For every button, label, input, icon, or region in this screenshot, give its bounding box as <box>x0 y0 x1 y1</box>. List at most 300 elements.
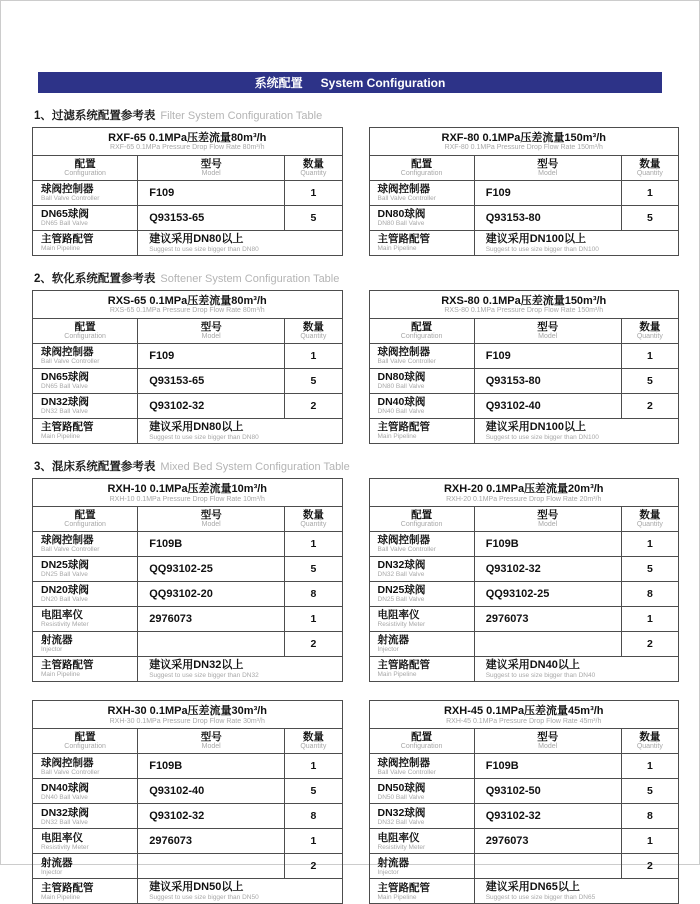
model-cell: Q93102-40 <box>474 394 621 419</box>
label-en: Configuration <box>400 333 443 341</box>
table-title <box>33 479 343 507</box>
quantity-cell: 1 <box>285 754 342 779</box>
page-content <box>1 107 699 904</box>
label-zh: DN40球阀 <box>377 396 426 409</box>
label-en: Ball Valve Controller <box>41 546 100 554</box>
config-cell <box>369 829 474 854</box>
label-en: Model <box>201 521 221 529</box>
label-en: Model <box>201 743 221 751</box>
label-en: Main Pipeline <box>41 893 81 901</box>
config-cell <box>33 181 138 206</box>
label-en: Quantity <box>300 170 327 178</box>
table-rxh-20 <box>369 478 680 682</box>
configuration-table <box>369 478 680 682</box>
config-cell <box>33 394 138 419</box>
model-cell <box>474 632 621 657</box>
config-cell <box>33 779 138 804</box>
config-row <box>33 394 343 419</box>
header-configuration <box>369 319 474 344</box>
config-cell <box>369 394 474 419</box>
table-title <box>33 128 343 156</box>
label-en: DN40 Ball Valve <box>41 793 88 801</box>
pipeline-row <box>33 657 343 682</box>
config-cell <box>33 532 138 557</box>
label-zh: 配置 <box>411 509 433 522</box>
config-row <box>369 369 679 394</box>
quantity-cell: 1 <box>621 532 678 557</box>
label-en: Suggest to use size bigger than DN80 <box>149 433 259 441</box>
table-header-row <box>369 729 679 754</box>
model-cell: QQ93102-25 <box>474 582 621 607</box>
label-en: Configuration <box>64 743 106 751</box>
pipeline-row <box>33 879 343 904</box>
config-cell <box>33 419 138 444</box>
quantity-cell: 5 <box>285 206 342 231</box>
label-zh: DN32球阀 <box>377 559 426 572</box>
label-zh: 球阀控制器 <box>41 183 94 196</box>
section-banner <box>38 72 662 93</box>
quantity-cell: 1 <box>621 829 678 854</box>
label-en: DN40 Ball Valve <box>377 408 425 416</box>
label-en: Model <box>538 333 558 341</box>
label-zh: 配置 <box>411 321 433 334</box>
label-zh: DN50球阀 <box>377 781 426 794</box>
config-row <box>369 181 679 206</box>
label-zh: 数量 <box>639 158 661 170</box>
section-heading <box>34 270 679 286</box>
table-header-row <box>33 729 343 754</box>
configuration-table <box>369 290 680 444</box>
config-row <box>369 582 679 607</box>
table-title-row <box>33 291 343 319</box>
configuration-table <box>369 700 680 904</box>
config-row <box>33 369 343 394</box>
label-en: Quantity <box>636 170 663 178</box>
model-cell: QQ93102-20 <box>138 582 285 607</box>
quantity-cell: 5 <box>621 369 678 394</box>
model-cell: F109B <box>138 532 285 557</box>
label-zh: 主管路配管 <box>41 233 94 246</box>
label-zh: DN32球阀 <box>41 806 89 819</box>
suggestion-cell <box>138 231 342 256</box>
label-en: Main Pipeline <box>41 245 81 253</box>
config-cell <box>33 344 138 369</box>
config-row <box>369 532 679 557</box>
table-title <box>369 128 679 156</box>
header-model <box>474 319 621 344</box>
label-zh: 球阀控制器 <box>41 534 94 547</box>
model-cell: Q93153-65 <box>138 206 285 231</box>
config-cell <box>369 231 474 256</box>
suggestion-cell <box>138 419 342 444</box>
table-header-row <box>33 156 343 181</box>
config-cell <box>369 607 474 632</box>
label-en: Model <box>201 170 221 178</box>
quantity-cell: 2 <box>285 854 342 879</box>
config-cell <box>33 829 138 854</box>
label-en: Model <box>538 743 558 751</box>
label-zh: DN25球阀 <box>41 559 89 572</box>
configuration-table <box>32 127 343 256</box>
config-cell <box>33 206 138 231</box>
label-zh: 数量 <box>302 731 324 744</box>
config-row <box>369 804 679 829</box>
label-zh: 主管路配管 <box>377 881 430 894</box>
table-title <box>33 701 343 729</box>
label-en: RXH-20 0.1MPa Pressure Drop Flow Rate 20m³/h <box>446 495 602 503</box>
header-quantity <box>621 729 678 754</box>
label-en: RXS-65 0.1MPa Pressure Drop Flow Rate 80m³/h <box>109 307 265 315</box>
header-configuration <box>33 729 138 754</box>
header-configuration <box>369 729 474 754</box>
label-zh: 型号 <box>200 509 222 522</box>
model-cell: 2976073 <box>474 607 621 632</box>
label-zh: RXS-65 0.1MPa压差流量80m³/h <box>107 294 267 307</box>
configuration-table <box>32 478 343 682</box>
section-heading-en: Mixed Bed System Configuration Table <box>160 461 350 474</box>
header-model <box>138 319 285 344</box>
table-title <box>369 291 679 319</box>
section-heading-en: Filter System Configuration Table <box>160 110 323 122</box>
quantity-cell: 1 <box>621 607 678 632</box>
label-en: Quantity <box>300 521 327 529</box>
suggestion-cell <box>474 231 678 256</box>
section-softener-system <box>32 270 679 444</box>
config-row <box>369 632 679 657</box>
suggestion-cell <box>474 419 678 444</box>
label-zh: 射流器 <box>41 634 73 647</box>
config-row <box>33 607 343 632</box>
label-zh: 主管路配管 <box>377 233 430 246</box>
label-en: Quantity <box>636 743 663 751</box>
config-cell <box>33 657 138 682</box>
label-en: Quantity <box>300 743 327 751</box>
quantity-cell: 2 <box>621 394 678 419</box>
quantity-cell: 5 <box>285 779 342 804</box>
label-en: Main Pipeline <box>41 433 81 441</box>
label-en: Main Pipeline <box>377 893 417 901</box>
label-zh: DN32球阀 <box>41 396 89 409</box>
label-en: Model <box>201 333 221 341</box>
config-row <box>33 804 343 829</box>
banner-title-en: System Configuration <box>320 75 446 90</box>
config-row <box>33 754 343 779</box>
label-zh: RXF-65 0.1MPa压差流量80m³/h <box>108 131 267 144</box>
config-row <box>369 394 679 419</box>
header-configuration <box>33 319 138 344</box>
label-zh: 球阀控制器 <box>377 756 430 769</box>
label-zh: 电阻率仪 <box>41 609 83 622</box>
label-zh: 配置 <box>74 731 96 744</box>
config-row <box>369 754 679 779</box>
table-rxs-65 <box>32 290 343 444</box>
quantity-cell: 5 <box>621 779 678 804</box>
label-en: RXH-45 0.1MPa Pressure Drop Flow Rate 45m³/h <box>446 717 602 725</box>
label-en: Injector <box>41 868 63 876</box>
label-en: DN80 Ball Valve <box>377 220 425 228</box>
label-en: DN25 Ball Valve <box>41 571 88 579</box>
label-zh: 主管路配管 <box>377 659 430 672</box>
label-en: Configuration <box>400 170 443 178</box>
label-zh: 建议采用DN80以上 <box>149 232 244 245</box>
label-en: Model <box>538 170 558 178</box>
header-model <box>474 729 621 754</box>
section-heading-zh: 3、混床系统配置参考表 <box>34 461 156 474</box>
label-en: Suggest to use size bigger than DN80 <box>149 245 259 253</box>
label-zh: RXH-45 0.1MPa压差流量45m³/h <box>443 704 604 717</box>
config-cell <box>369 657 474 682</box>
model-cell: F109 <box>138 181 285 206</box>
table-title-row <box>369 479 679 507</box>
label-zh: 数量 <box>639 321 661 334</box>
label-zh: 型号 <box>537 321 559 334</box>
model-cell: F109B <box>474 532 621 557</box>
config-row <box>33 779 343 804</box>
quantity-cell: 1 <box>621 181 678 206</box>
header-model <box>138 729 285 754</box>
label-en: Resistivity Meter <box>377 621 426 629</box>
model-cell: Q93153-65 <box>138 369 285 394</box>
model-cell: 2976073 <box>474 829 621 854</box>
pipeline-row <box>33 231 343 256</box>
config-row <box>33 206 343 231</box>
label-en: Configuration <box>64 170 106 178</box>
model-cell: Q93102-32 <box>474 557 621 582</box>
config-row <box>369 557 679 582</box>
model-cell: QQ93102-25 <box>138 557 285 582</box>
config-row <box>33 632 343 657</box>
header-model <box>474 507 621 532</box>
label-zh: RXH-10 0.1MPa压差流量10m³/h <box>107 482 268 495</box>
label-zh: 数量 <box>302 509 324 522</box>
label-zh: 配置 <box>411 158 433 170</box>
config-row <box>33 854 343 879</box>
table-header-row <box>369 156 679 181</box>
label-en: Ball Valve Controller <box>41 195 100 203</box>
label-zh: RXH-20 0.1MPa压差流量20m³/h <box>443 482 604 495</box>
quantity-cell: 8 <box>285 582 342 607</box>
label-zh: 配置 <box>74 509 96 522</box>
config-cell <box>33 754 138 779</box>
label-en: RXH-30 0.1MPa Pressure Drop Flow Rate 30m³/h <box>109 717 265 725</box>
label-zh: 数量 <box>639 731 661 744</box>
label-zh: 型号 <box>200 731 222 744</box>
config-row <box>33 344 343 369</box>
table-header-row <box>369 319 679 344</box>
model-cell: Q93102-50 <box>474 779 621 804</box>
table-title-row <box>369 701 679 729</box>
label-zh: 电阻率仪 <box>41 831 83 844</box>
config-row <box>369 854 679 879</box>
quantity-cell: 5 <box>285 369 342 394</box>
label-en: Configuration <box>64 521 106 529</box>
config-cell <box>369 557 474 582</box>
model-cell: F109 <box>474 181 621 206</box>
tables-row <box>32 478 679 682</box>
label-en: Main Pipeline <box>377 433 417 441</box>
config-cell <box>33 804 138 829</box>
label-en: DN25 Ball Valve <box>377 596 425 604</box>
table-title <box>369 701 679 729</box>
config-row <box>33 181 343 206</box>
config-cell <box>33 582 138 607</box>
banner-title-zh: 系统配置 <box>254 76 303 90</box>
label-zh: 型号 <box>200 321 222 334</box>
suggestion-cell <box>474 657 678 682</box>
label-en: Main Pipeline <box>377 671 417 679</box>
model-cell <box>138 854 285 879</box>
section-heading-zh: 2、软化系统配置参考表 <box>34 273 156 286</box>
label-zh: DN32球阀 <box>377 806 426 819</box>
label-en: Suggest to use size bigger than DN100 <box>485 433 599 441</box>
config-cell <box>369 582 474 607</box>
label-zh: 建议采用DN80以上 <box>149 421 244 433</box>
label-zh: RXS-80 0.1MPa压差流量150m³/h <box>441 294 607 307</box>
label-zh: 建议采用DN100以上 <box>485 232 586 245</box>
header-model <box>138 507 285 532</box>
config-row <box>33 532 343 557</box>
label-en: Ball Valve Controller <box>377 768 436 776</box>
label-en: Ball Valve Controller <box>41 358 100 366</box>
quantity-cell: 1 <box>285 344 342 369</box>
tables-row <box>32 700 679 904</box>
quantity-cell: 8 <box>621 582 678 607</box>
model-cell: Q93102-32 <box>138 804 285 829</box>
label-zh: 配置 <box>74 158 96 170</box>
config-cell <box>33 632 138 657</box>
model-cell <box>474 854 621 879</box>
label-en: Ball Valve Controller <box>41 768 100 776</box>
label-en: Injector <box>41 646 63 654</box>
suggestion-cell <box>138 657 342 682</box>
label-en: Suggest to use size bigger than DN50 <box>149 893 259 901</box>
label-zh: 电阻率仪 <box>377 609 420 622</box>
quantity-cell: 5 <box>621 557 678 582</box>
quantity-cell: 2 <box>621 854 678 879</box>
quantity-cell: 8 <box>285 804 342 829</box>
config-row <box>369 779 679 804</box>
configuration-table <box>32 700 343 904</box>
model-cell: F109B <box>474 754 621 779</box>
label-zh: DN65球阀 <box>41 208 89 221</box>
label-zh: DN65球阀 <box>41 371 89 384</box>
config-row <box>369 344 679 369</box>
label-zh: 数量 <box>302 158 324 170</box>
config-cell <box>33 369 138 394</box>
pipeline-row <box>369 231 679 256</box>
label-en: Main Pipeline <box>41 671 81 679</box>
quantity-cell: 5 <box>285 557 342 582</box>
label-zh: 配置 <box>74 321 96 334</box>
quantity-cell: 8 <box>621 804 678 829</box>
header-quantity <box>285 729 342 754</box>
section-filter-system <box>32 107 679 256</box>
table-header-row <box>369 507 679 532</box>
table-rxf-65 <box>32 127 343 256</box>
section-heading-en: Softener System Configuration Table <box>160 273 340 286</box>
quantity-cell: 2 <box>285 632 342 657</box>
label-zh: 数量 <box>639 509 661 522</box>
label-en: Ball Valve Controller <box>377 195 436 203</box>
table-header-row <box>33 507 343 532</box>
label-en: DN65 Ball Valve <box>41 383 88 391</box>
quantity-cell: 2 <box>621 632 678 657</box>
header-model <box>138 156 285 181</box>
model-cell <box>138 632 285 657</box>
table-title-row <box>369 128 679 156</box>
quantity-cell: 1 <box>621 754 678 779</box>
config-row <box>369 607 679 632</box>
label-zh: 型号 <box>537 509 559 522</box>
label-en: DN20 Ball Valve <box>41 596 88 604</box>
label-zh: 主管路配管 <box>41 659 94 672</box>
label-en: Suggest to use size bigger than DN40 <box>485 671 596 679</box>
header-configuration <box>33 156 138 181</box>
header-quantity <box>621 319 678 344</box>
label-en: DN32 Ball Valve <box>377 818 425 826</box>
header-quantity <box>621 507 678 532</box>
section-heading <box>34 107 679 123</box>
label-en: Quantity <box>636 521 663 529</box>
config-cell <box>369 804 474 829</box>
label-zh: DN25球阀 <box>377 584 426 597</box>
header-configuration <box>369 156 474 181</box>
header-configuration <box>33 507 138 532</box>
label-zh: 射流器 <box>41 856 73 869</box>
table-title-row <box>369 291 679 319</box>
label-en: Resistivity Meter <box>41 621 89 629</box>
table-title-row <box>33 128 343 156</box>
pipeline-row <box>369 419 679 444</box>
label-en: DN32 Ball Valve <box>41 408 88 416</box>
label-zh: 球阀控制器 <box>377 183 430 196</box>
model-cell: Q93102-32 <box>138 394 285 419</box>
label-en: DN32 Ball Valve <box>377 571 425 579</box>
label-zh: 主管路配管 <box>377 421 430 434</box>
pipeline-row <box>369 879 679 904</box>
label-zh: 电阻率仪 <box>377 831 420 844</box>
pipeline-row <box>33 419 343 444</box>
config-row <box>369 829 679 854</box>
label-zh: 配置 <box>411 731 433 744</box>
label-zh: DN20球阀 <box>41 584 89 597</box>
suggestion-cell <box>138 879 342 904</box>
label-zh: 主管路配管 <box>41 881 94 894</box>
model-cell: 2976073 <box>138 607 285 632</box>
pipeline-row <box>369 657 679 682</box>
label-en: Ball Valve Controller <box>377 358 436 366</box>
label-zh: 建议采用DN50以上 <box>149 881 244 894</box>
config-cell <box>369 754 474 779</box>
label-en: RXS-80 0.1MPa Pressure Drop Flow Rate 150m³/h <box>444 307 604 315</box>
label-en: Injector <box>377 868 399 876</box>
header-quantity <box>285 319 342 344</box>
label-zh: 主管路配管 <box>41 421 94 434</box>
model-cell: Q93102-40 <box>138 779 285 804</box>
header-configuration <box>369 507 474 532</box>
config-cell <box>369 632 474 657</box>
suggestion-cell <box>474 879 678 904</box>
label-en: DN80 Ball Valve <box>377 383 425 391</box>
label-en: Quantity <box>300 333 327 341</box>
config-cell <box>33 557 138 582</box>
config-cell <box>369 369 474 394</box>
label-en: Injector <box>377 646 399 654</box>
table-rxh-10 <box>32 478 343 682</box>
model-cell: F109 <box>474 344 621 369</box>
label-en: Model <box>538 521 558 529</box>
section-heading-zh: 1、过滤系统配置参考表 <box>34 110 156 122</box>
